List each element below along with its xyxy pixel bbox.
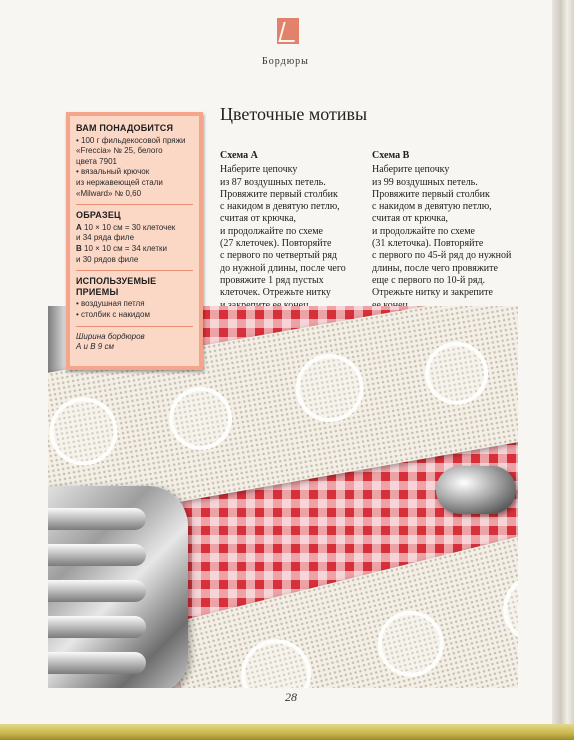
scheme-a-line: до нужной длины, после чего xyxy=(220,262,346,274)
scheme-b-line: Наберите цепочку xyxy=(372,164,450,176)
scheme-b-line: Провяжите первый столбик xyxy=(372,188,490,200)
scheme-b-line: с первого по 45-й ряд до нужной xyxy=(372,250,512,262)
scheme-b-line: еще с первого по 10-й ряд. xyxy=(372,274,486,286)
width-line: А и В 9 см xyxy=(76,342,114,352)
sample-line: и 34 ряда филе xyxy=(76,233,135,243)
large-mold-image xyxy=(48,486,188,688)
materials-line: из нержавеющей стали xyxy=(76,177,163,187)
scheme-a-line: Провяжите первый столбик xyxy=(220,188,338,200)
page-edge xyxy=(552,0,574,740)
scheme-b-line: Отрежьте нитку и закрепите xyxy=(372,287,493,299)
technique-line: • столбик с накидом xyxy=(76,309,150,319)
materials-line: • вязальный крючок xyxy=(76,167,150,177)
lace-border-b xyxy=(166,508,518,688)
sample-line: В 10 × 10 см = 34 клетки xyxy=(76,243,167,253)
materials-line: «Milward» № 0,60 xyxy=(76,188,142,198)
materials-heading: ВАМ ПОНАДОБИТСЯ xyxy=(76,123,174,133)
small-mold-image xyxy=(436,466,516,514)
scheme-a-line: из 87 воздушных петель. xyxy=(220,176,326,188)
scheme-a-line: с первого по четвертый ряд xyxy=(220,250,338,262)
materials-box xyxy=(66,112,203,370)
techniques-heading: ИСПОЛЬЗУЕМЫЕ ПРИЕМЫ xyxy=(76,276,157,297)
scheme-b-line: длины, после чего провяжите xyxy=(372,262,498,274)
sample-heading: ОБРАЗЕЦ xyxy=(76,210,121,221)
sample-line: и 30 рядов филе xyxy=(76,254,139,264)
scheme-b-line: с накидом в девятую петлю, xyxy=(372,201,492,213)
scheme-b-line: считая от крючка, xyxy=(372,213,449,225)
scheme-a-text xyxy=(220,150,380,312)
scheme-b-title: Схема В xyxy=(372,150,410,161)
scheme-b-line: и продолжайте по схеме xyxy=(372,225,475,237)
scheme-a-title: Схема А xyxy=(220,150,258,161)
page-title: Цветочные мотивы xyxy=(220,104,368,124)
scheme-b-line: из 99 воздушных петель. xyxy=(372,176,478,188)
scheme-a-line: с накидом в девятую петлю, xyxy=(220,201,340,213)
scheme-b-line: (31 клеточка). Повторяйте xyxy=(372,238,484,250)
width-line: Ширина бордюров xyxy=(76,331,145,341)
materials-line: цвета 7901 xyxy=(76,156,117,166)
ornament-logo-icon xyxy=(277,18,299,44)
scheme-b-text xyxy=(372,150,532,312)
materials-line: «Freccia» № 25, белого xyxy=(76,146,163,156)
technique-line: • воздушная петля xyxy=(76,299,145,309)
scheme-a-line: (27 клеточек). Повторяйте xyxy=(220,238,332,250)
scheme-a-line: и продолжайте по схеме xyxy=(220,225,323,237)
scheme-a-line: клеточек. Отрежьте нитку xyxy=(220,287,331,299)
materials-line: • 100 г фильдекосовой пряжи xyxy=(76,135,186,145)
section-title: Бордюры xyxy=(262,56,309,67)
scheme-a-line: считая от крючка, xyxy=(220,213,297,225)
page-bottom-edge xyxy=(0,724,574,740)
sample-line: А 10 × 10 см = 30 клеточек xyxy=(76,222,176,232)
page-number: 28 xyxy=(285,690,297,704)
scheme-a-line: Наберите цепочку xyxy=(220,164,298,176)
scheme-a-line: провяжите 1 ряд пустых xyxy=(220,274,324,286)
